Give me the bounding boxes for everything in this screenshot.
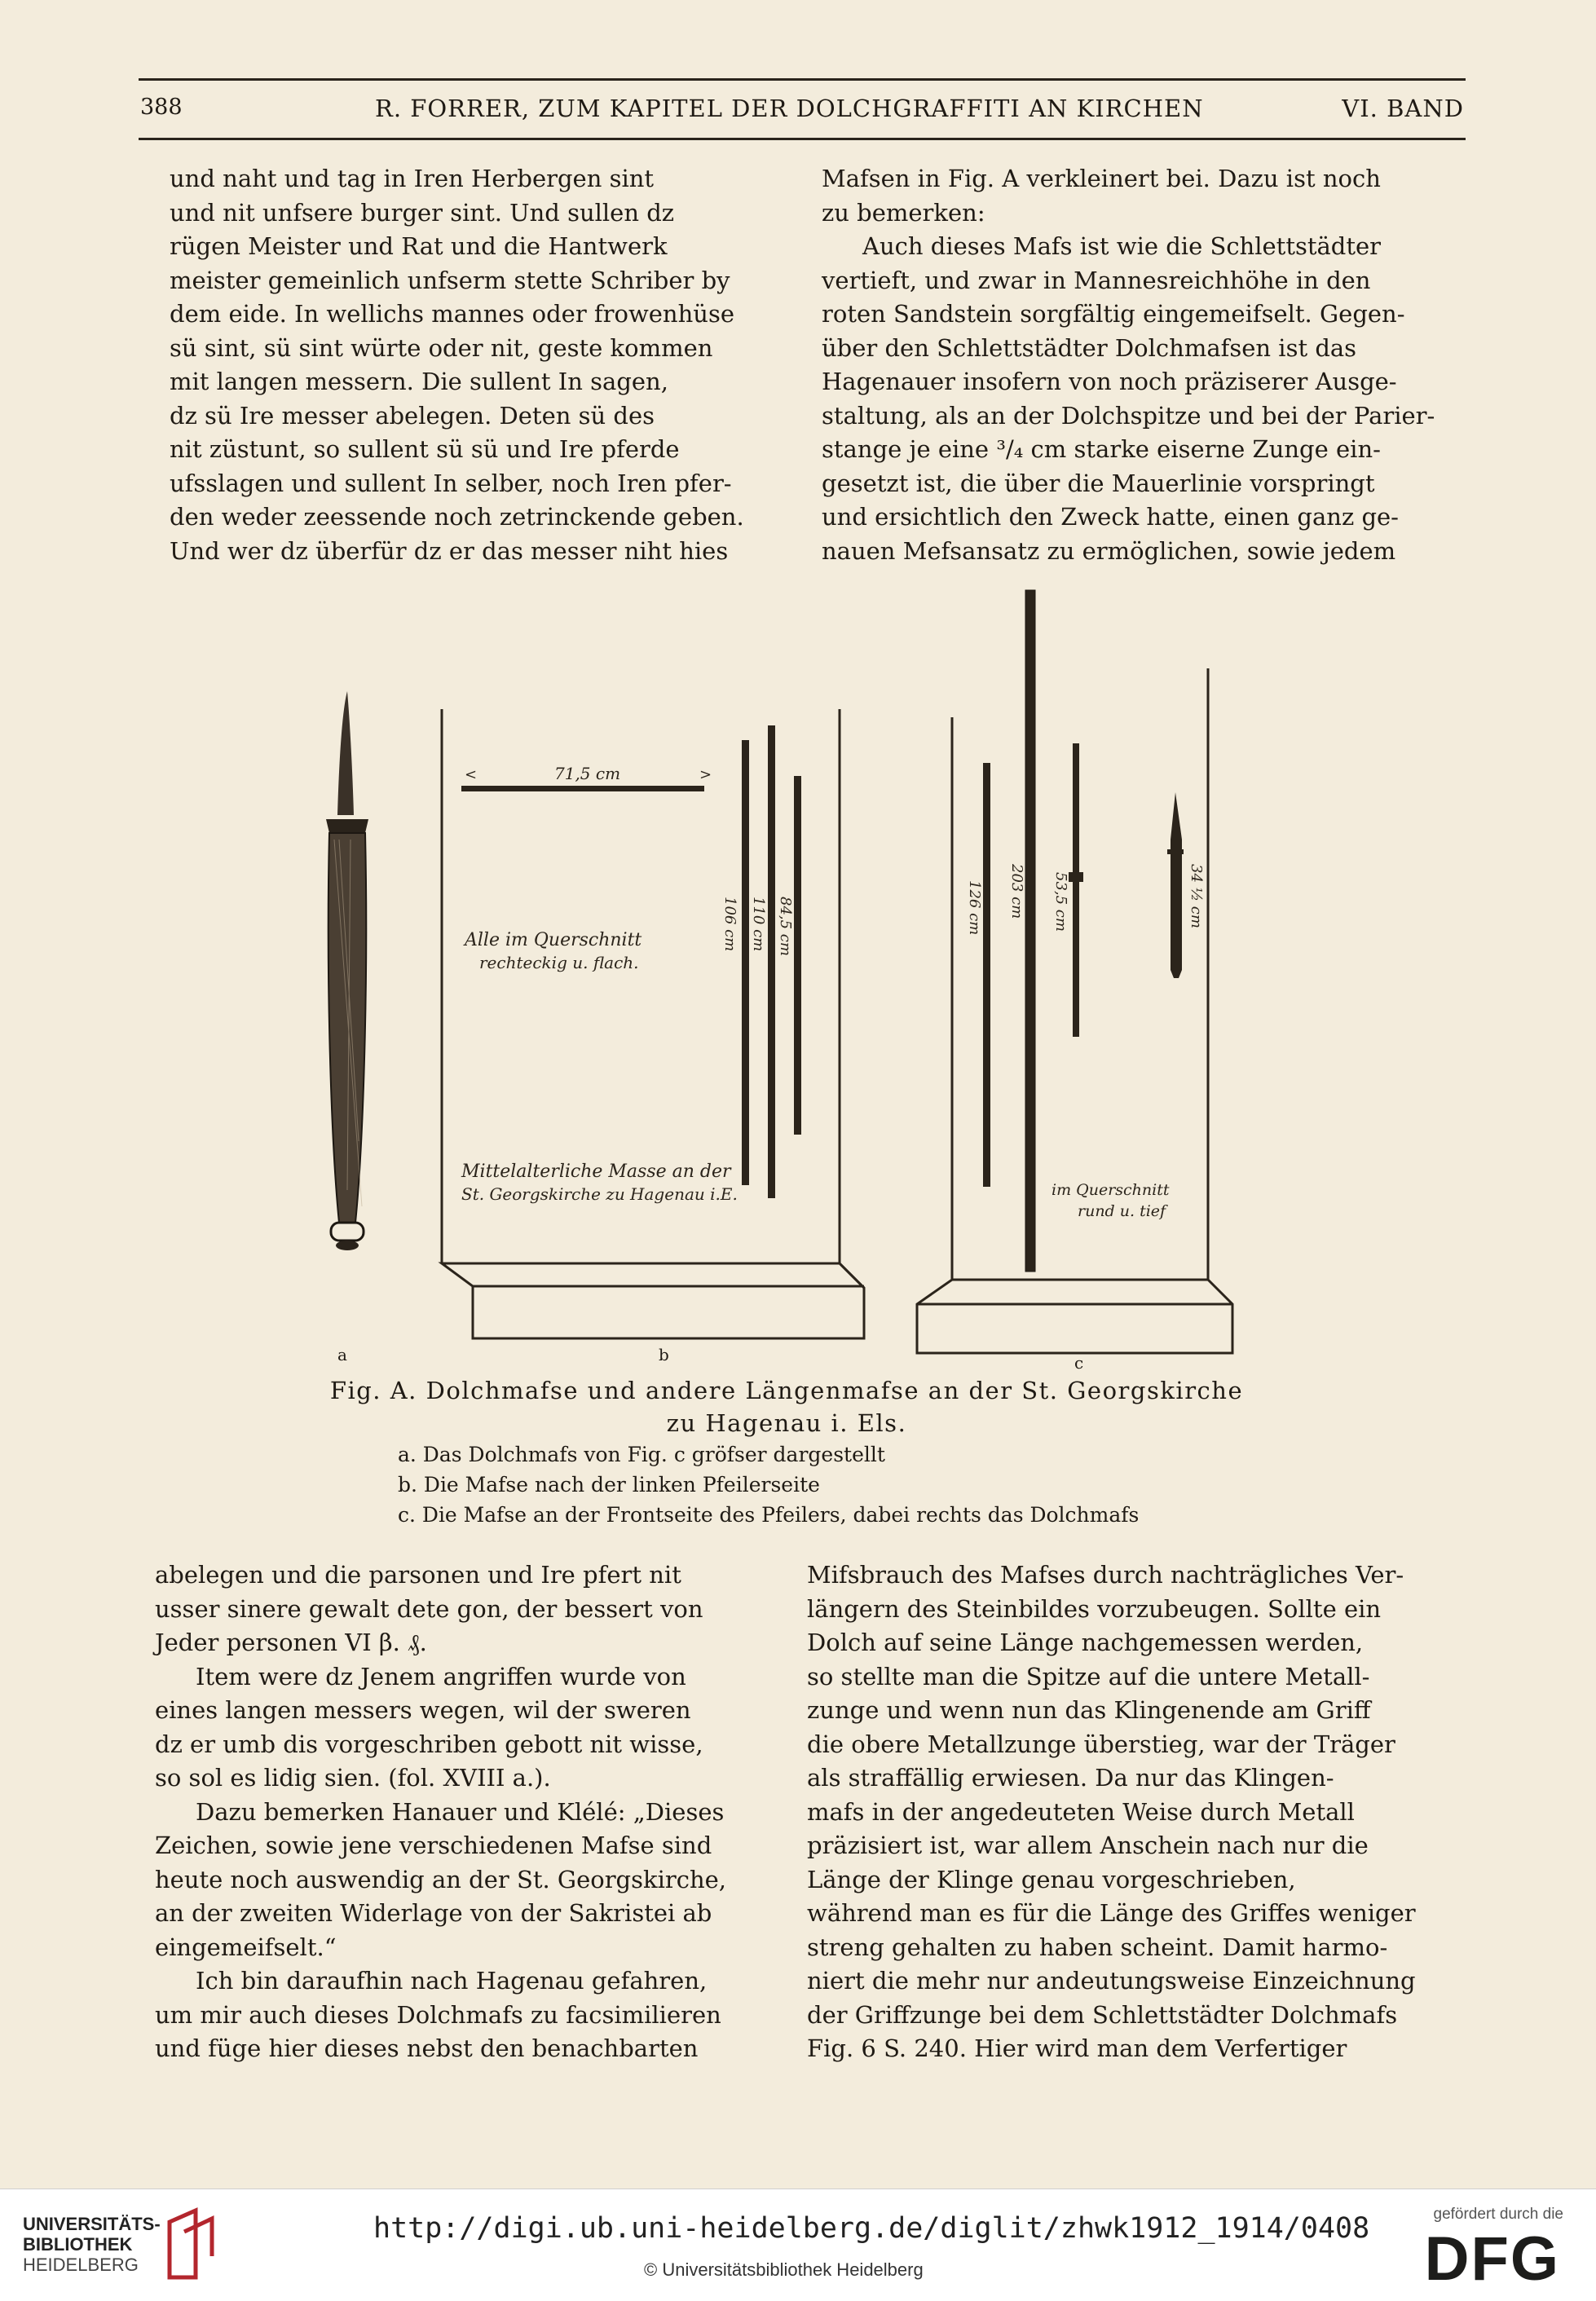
text-line: vertieft, und zwar in Mannesreichhöhe in den: [822, 266, 1371, 294]
text-line: so stellte man die Spitze auf die untere Metall-: [807, 1662, 1370, 1690]
text-line: streng gehalten zu haben scheint. Damit harmo-: [807, 1933, 1388, 1961]
c-note-line-2: rund u. tief: [1078, 1202, 1166, 1220]
text-line: eines langen messers wegen, wil der sweren: [155, 1696, 691, 1724]
legend-item-b: b. Die Mafse nach der linken Pfeilerseite: [398, 1473, 820, 1497]
figure-caption: [245, 1374, 1329, 1439]
library-logo-icon: [163, 2207, 220, 2281]
volume-label: VI. BAND: [1342, 95, 1464, 122]
copyright-text: © Universitätsbibliothek Heidelberg: [644, 2259, 924, 2280]
column-right-bottom: [807, 1558, 1451, 2066]
library-name: [23, 2214, 161, 2275]
b-width-arrow-left: <: [465, 766, 478, 783]
library-name-line-2: BIBLIOTHEK: [23, 2234, 133, 2255]
text-line: mit langen messern. Die sullent In sagen,: [170, 368, 668, 395]
text-line: stange je eine ³/₄ cm starke eiserne Zunge ein-: [822, 435, 1381, 463]
text-line: rügen Meister und Rat und die Hantwerk: [170, 232, 668, 260]
text-line: mafs in der angedeuteten Weise durch Metall: [807, 1797, 1355, 1826]
text-line: Dazu bemerken Hanauer und Klélé: „Dieses: [196, 1797, 725, 1826]
library-footer: [0, 2189, 1596, 2301]
text-line: präzisiert ist, war allem Anschein nach nur die: [807, 1832, 1369, 1859]
figure-label-b: b: [659, 1345, 669, 1364]
text-line: dz sü Ire messer abelegen. Deten sü des: [170, 401, 655, 430]
library-name-line-1: UNIVERSITÄTS-: [23, 2214, 161, 2234]
b-width-arrow-right: >: [699, 766, 712, 783]
b-title-line-1: Mittelalterliche Masse an der: [461, 1162, 731, 1182]
text-line: sü sint, sü sint würte oder nit, geste kommen: [170, 333, 713, 362]
text-line: während man es für die Länge des Griffes weniger: [807, 1899, 1416, 1927]
legend-item-a: a. Das Dolchmafs von Fig. c gröfser dargestellt: [398, 1443, 885, 1466]
text-line: abelegen und die parsonen und Ire pfert nit: [155, 1561, 681, 1589]
text-line: ufsslagen und sullent In selber, noch Iren pfer-: [170, 469, 732, 497]
text-line: zunge und wenn nun das Klingenende am Griff: [807, 1696, 1371, 1724]
text-line: um mir auch dieses Dolchmafs zu facsimilieren: [155, 2000, 721, 2029]
text-line: und ersichtlich den Zweck hatte, einen ganz ge-: [822, 503, 1399, 531]
column-left-top: [170, 162, 799, 568]
funded-by-text: gefördert durch die: [1433, 2206, 1563, 2223]
text-line: Und wer dz überfür dz er das messer niht hies: [170, 536, 729, 565]
dagger-drawing-a: [326, 691, 368, 1250]
text-line: Mifsbrauch des Mafses durch nachträgliches Ver-: [807, 1561, 1404, 1589]
text-line: nit züstunt, so sullent sü sü und Ire pferde: [170, 435, 680, 463]
caption-line-2: zu Hagenau i. Els.: [666, 1409, 907, 1437]
text-line: niert die mehr nur andeutungsweise Einzeichnung: [807, 1967, 1416, 1995]
text-line: dem eide. In wellichs mannes oder frowenhüse: [170, 300, 735, 328]
text-line: Dolch auf seine Länge nachgemessen werden,: [807, 1629, 1364, 1656]
text-line: so sol es lidig sien. (fol. XVIII a.).: [155, 1764, 551, 1792]
text-line: eingemeifselt.“: [155, 1933, 337, 1961]
text-line: und naht und tag in Iren Herbergen sint: [170, 165, 655, 192]
text-line: usser sinere gewalt dete gon, der bessert von: [155, 1594, 703, 1623]
figure-label-a: a: [337, 1345, 347, 1364]
text-line: als straffällig erwiesen. Da nur das Klingen-: [807, 1764, 1334, 1792]
text-line: nauen Mefsansatz zu ermöglichen, sowie jedem: [822, 536, 1396, 565]
text-line: über den Schlettstädter Dolchmafsen ist das: [822, 333, 1357, 362]
text-line: den weder zeessende noch zetrinckende geben.: [170, 503, 744, 531]
page-number: 388: [140, 95, 183, 120]
text-line: Länge der Klinge genau vorgeschrieben,: [807, 1865, 1296, 1893]
legend-item-c: c. Die Mafse an der Frontseite des Pfeilers, dabei rechts das Dolchmafs: [398, 1503, 1140, 1527]
header-rule-top: [139, 78, 1466, 81]
text-line: an der zweiten Widerlage von der Sakristei ab: [155, 1899, 712, 1927]
running-title: R. FORRER, ZUM KAPITEL DER DOLCHGRAFFITI AN KIRCHEN: [375, 95, 1204, 122]
column-right-top: [822, 162, 1466, 568]
text-line: gesetzt ist, die über die Mauerlinie vorspringt: [822, 469, 1375, 497]
text-line: Mafsen in Fig. A verkleinert bei. Dazu ist noch: [822, 165, 1381, 192]
b-length-2-label: 110 cm: [750, 897, 767, 952]
header-rule-bottom: [139, 138, 1466, 140]
text-line: zu bemerken:: [822, 198, 985, 227]
text-line: heute noch auswendig an der St. Georgskirche,: [155, 1865, 727, 1893]
page-url-link[interactable]: http://digi.ub.uni-heidelberg.de/diglit/zhwk1912_1914/0408: [373, 2212, 1370, 2245]
b-width-label: 71,5 cm: [554, 764, 621, 783]
running-header: [139, 78, 1466, 140]
figure-legend: [398, 1439, 1139, 1530]
b-length-1-label: 106 cm: [721, 897, 738, 952]
text-line: roten Sandstein sorgfältig eingemeifselt. Gegen-: [822, 300, 1405, 328]
figure-label-c: c: [1074, 1353, 1084, 1373]
caption-line-1: Fig. A. Dolchmafse und andere Längenmafse an der St. Georgskirche: [329, 1377, 1244, 1404]
text-line: Fig. 6 S. 240. Hier wird man dem Verfertiger: [807, 2034, 1347, 2062]
b-title-line-2: St. Georgskirche zu Hagenau i.E.: [461, 1184, 738, 1204]
text-line: staltung, als an der Dolchspitze und bei der Parier-: [822, 401, 1435, 430]
b-length-3-label: 84,5 cm: [777, 897, 794, 956]
figure-drawing: [302, 571, 1296, 1369]
c-length-2-label: 203 cm: [1008, 864, 1025, 919]
b-note-line-2: rechteckig u. flach.: [479, 953, 639, 972]
column-left-bottom: [155, 1558, 774, 2066]
text-line: meister gemeinlich unfserm stette Schriber by: [170, 266, 730, 294]
c-length-4-label: 34 ½ cm: [1188, 864, 1205, 928]
c-note-line-1: im Querschnitt: [1052, 1181, 1170, 1199]
text-line: Auch dieses Mafs ist wie die Schlettstädter: [862, 232, 1382, 260]
c-length-3-label: 53,5 cm: [1052, 872, 1069, 932]
text-line: Ich bin daraufhin nach Hagenau gefahren,: [196, 1967, 708, 1995]
text-line: Jeder personen VI β. ₰.: [155, 1629, 427, 1656]
dfg-logo: DFG: [1424, 2224, 1560, 2294]
text-line: und nit unfsere burger sint. Und sullen dz: [170, 198, 675, 227]
measures-c: [983, 590, 1184, 1272]
text-line: Hagenauer insofern von noch präziserer Ausge-: [822, 368, 1397, 395]
c-length-1-label: 126 cm: [966, 880, 983, 936]
figure-a: [302, 571, 1296, 1373]
text-line: dz er umb dis vorgeschriben gebott nit wisse,: [155, 1730, 703, 1758]
text-line: Item were dz Jenem angriffen wurde von: [196, 1662, 686, 1690]
text-line: und füge hier dieses nebst den benachbarten: [155, 2034, 699, 2062]
text-line: Zeichen, sowie jene verschiedenen Mafse sind: [155, 1832, 712, 1859]
text-line: die obere Metallzunge überstieg, war der Träger: [807, 1730, 1395, 1758]
library-name-line-3: HEIDELBERG: [23, 2255, 139, 2275]
text-line: der Griffzunge bei dem Schlettstädter Dolchmafs: [807, 2000, 1398, 2029]
b-note-line-1: Alle im Querschnitt: [465, 930, 642, 950]
text-line: längern des Steinbildes vorzubeugen. Sollte ein: [807, 1594, 1382, 1623]
